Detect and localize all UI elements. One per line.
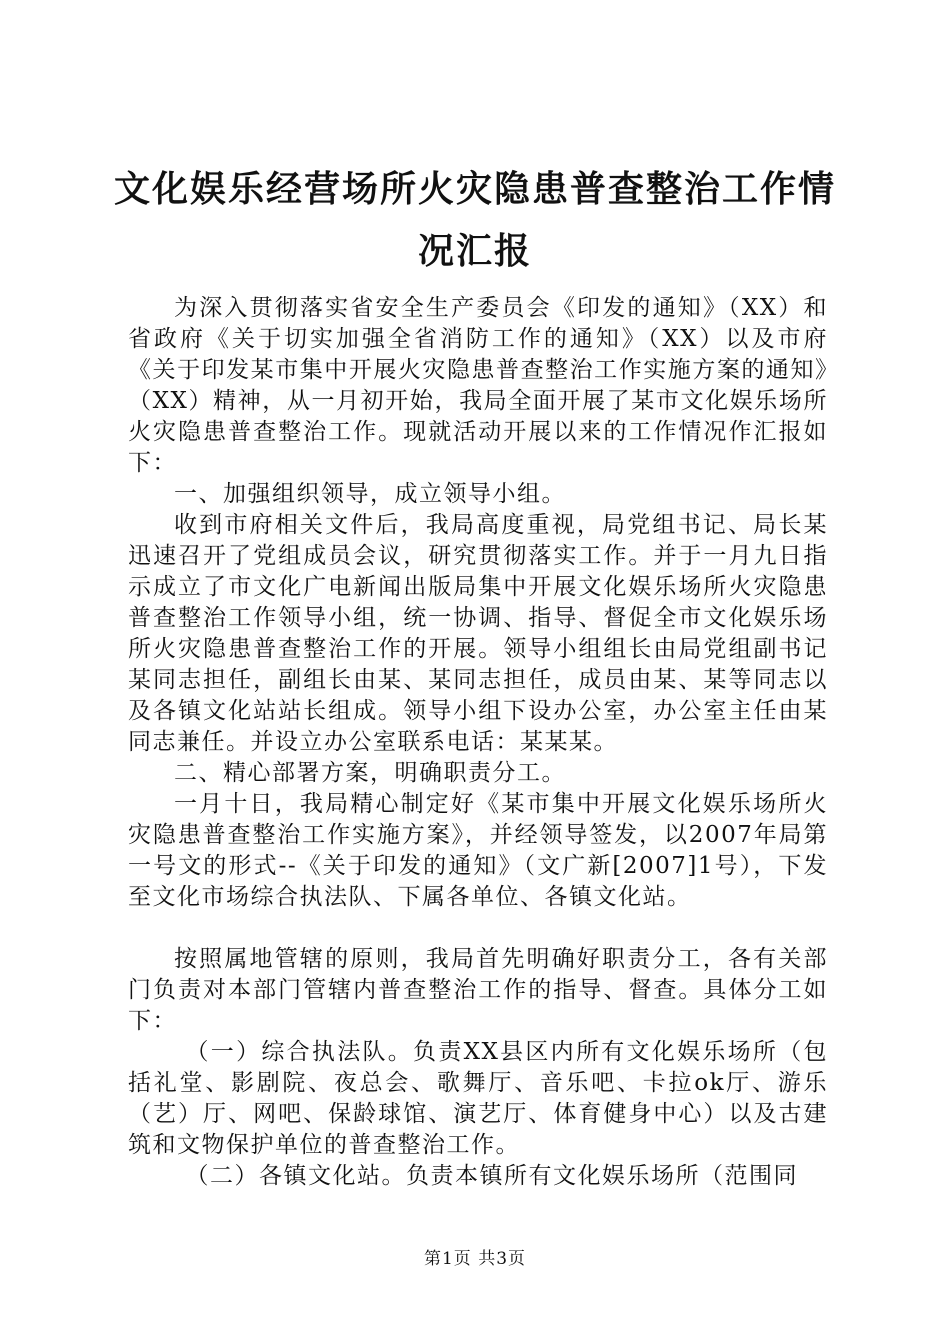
document-body: [128, 293, 828, 1192]
document-title: 文化娱乐经营场所火灾隐患普查整治工作情况汇报: [113, 168, 836, 272]
paragraph-item-1: （一）综合执法队。负责XX县区内所有文化娱乐场所（包括礼堂、影剧院、夜总会、歌舞厅、音乐吧、卡拉ok厅、游乐（艺）厅、网吧、保龄球馆、演艺厅、体育健身中心）以及古建筑和文物保护单位的普查整治工作。: [128, 1039, 828, 1158]
paragraph-division: 按照属地管辖的原则，我局首先明确好职责分工，各有关部门负责对本部门管辖内普查整治工作的指导、督查。具体分工如下：: [128, 946, 828, 1034]
section-heading-1: 一、加强组织领导，成立领导小组。: [174, 481, 566, 507]
paragraph-item-2: （二）各镇文化站。负责本镇所有文化娱乐场所（范围同: [185, 1163, 798, 1189]
paragraph-section-1: 收到市府相关文件后，我局高度重视，局党组书记、局长某迅速召开了党组成员会议，研究贯彻落实工作。并于一月九日指示成立了市文化广电新闻出版局集中开展文化娱乐场所火灾隐患普查整治工作领导小组，统一协调、指导、督促全市文化娱乐场所火灾隐患普查整治工作的开展。领导小组组长由局党组副书记某同志担任，副组长由某、某同志担任，成员由某、某等同志以及各镇文化站站长组成。领导小组下设办公室，办公室主任由某同志兼任。并设立办公室联系电话：某某某。: [128, 512, 828, 755]
section-heading-2: 二、精心部署方案，明确职责分工。: [174, 760, 566, 786]
paragraph-intro: 为深入贯彻落实省安全生产委员会《印发的通知》（XX）和省政府《关于切实加强全省消防工作的通知》（XX）以及市府《关于印发某市集中开展火灾隐患普查整治工作实施方案的通知》（XX）精神，从一月初开始，我局全面开展了某市文化娱乐场所火灾隐患普查整治工作。现就活动开展以来的工作情况作汇报如下：: [128, 295, 828, 476]
page-number: 第1页 共3页: [423, 1249, 527, 1269]
paragraph-section-2: 一月十日，我局精心制定好《某市集中开展文化娱乐场所火灾隐患普查整治工作实施方案》，并经领导签发，以2007年局第一号文的形式--《关于印发的通知》（文广新[2007]1号），下发至文化市场综合执法队、下属各单位、各镇文化站。: [128, 791, 828, 910]
